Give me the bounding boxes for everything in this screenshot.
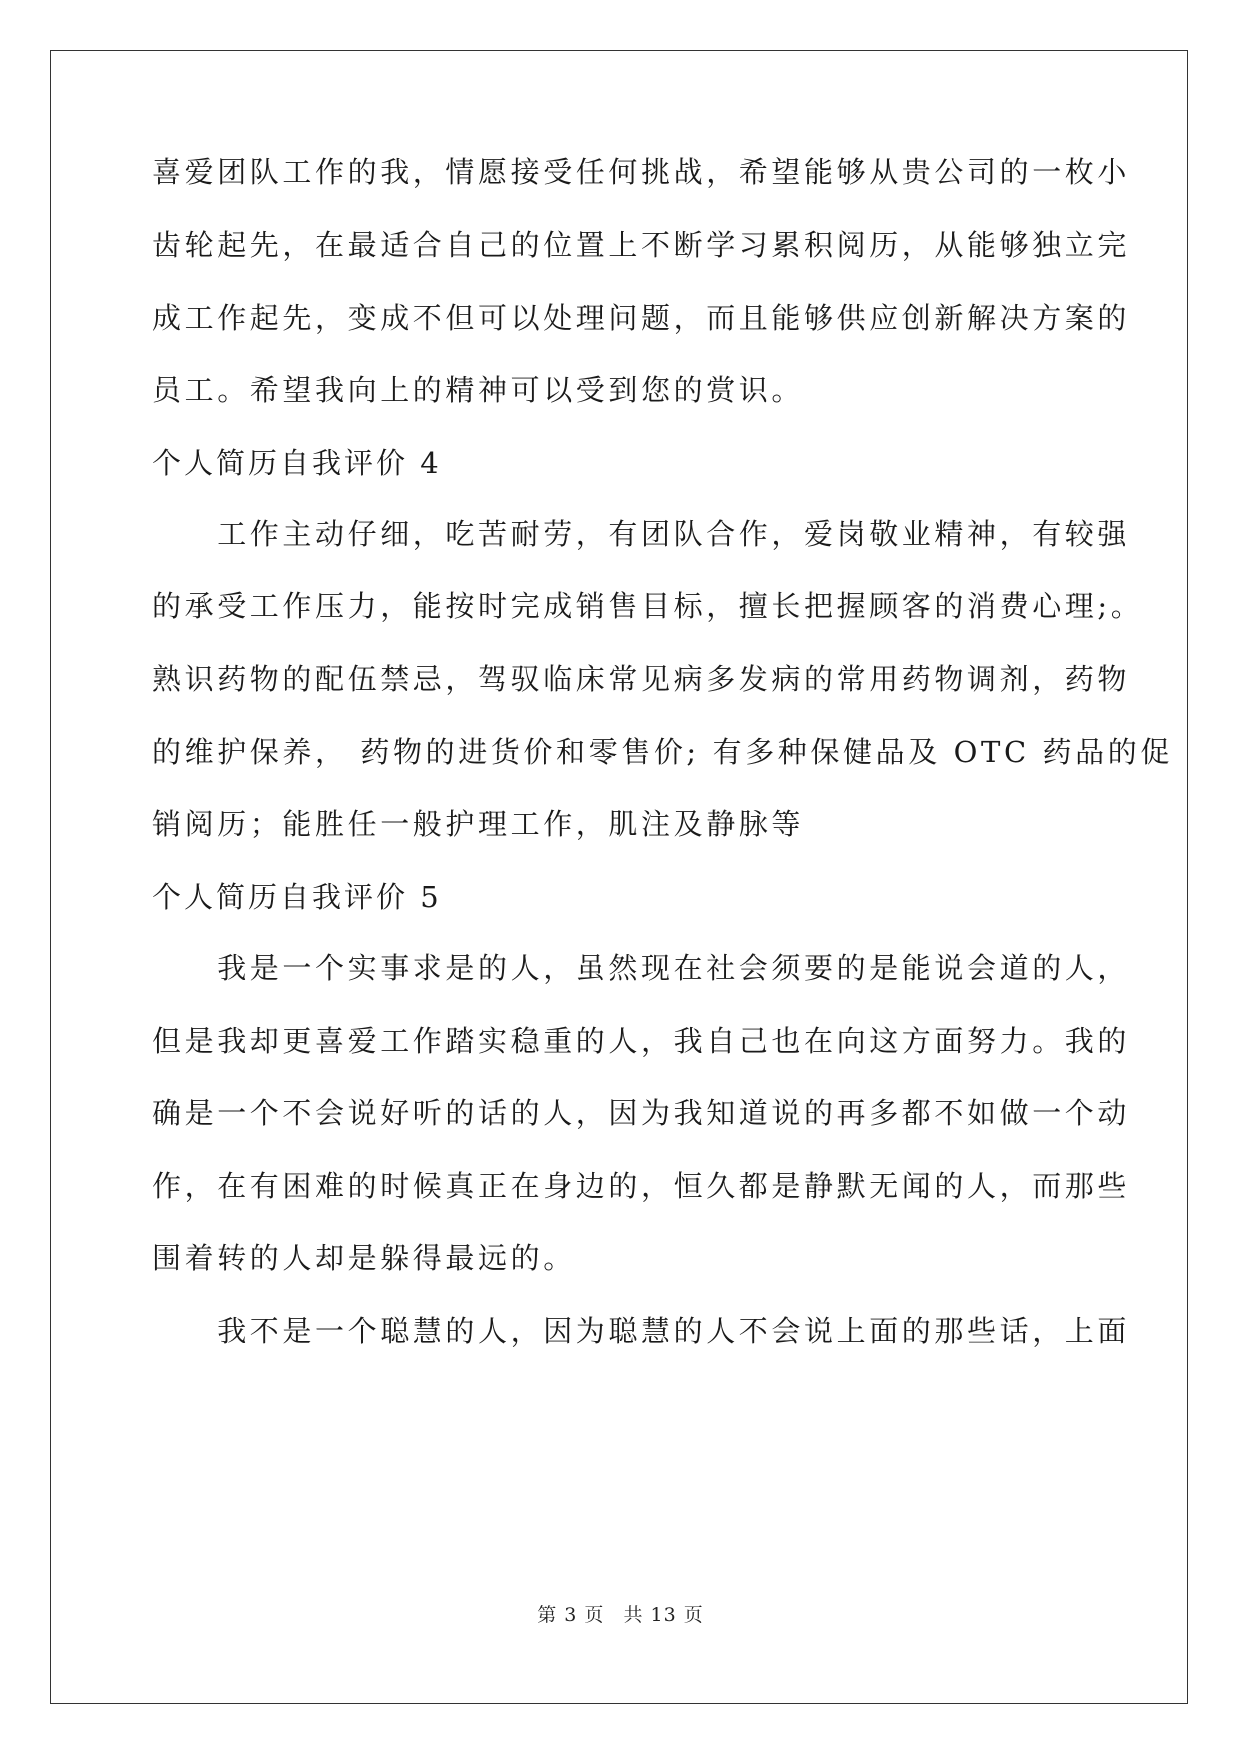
- paragraph-line: 但是我却更喜爱工作踏实稳重的人，我自己也在向这方面努力。我的: [152, 1024, 1131, 1058]
- paragraph-line: 的承受工作压力，能按时完成销售目标，擅长把握顾客的消费心理;。: [152, 589, 1144, 623]
- paragraph-line: 的维护保养， 药物的进货价和零售价; 有多种保健品及 OTC 药品的促: [152, 735, 1173, 769]
- paragraph-line: 熟识药物的配伍禁忌，驾驭临床常见病多发病的常用药物调剂，药物: [152, 662, 1131, 696]
- paragraph-line: 我不是一个聪慧的人，因为聪慧的人不会说上面的那些话，上面: [152, 1314, 1131, 1348]
- page-total: 共 13 页: [623, 1604, 704, 1626]
- paragraph-line: 作，在有困难的时候真正在身边的，恒久都是静默无闻的人，而那些: [152, 1169, 1131, 1203]
- paragraph-line: 成工作起先，变成不但可以处理问题，而且能够供应创新解决方案的: [152, 301, 1131, 335]
- paragraph-line: 喜爱团队工作的我，情愿接受任何挑战，希望能够从贵公司的一枚小: [152, 155, 1131, 189]
- paragraph-line: 我是一个实事求是的人，虽然现在社会须要的是能说会道的人，: [152, 951, 1131, 985]
- paragraph-line: 齿轮起先，在最适合自己的位置上不断学习累积阅历，从能够独立完: [152, 228, 1131, 262]
- paragraph-line: 员工。希望我向上的精神可以受到您的赏识。: [152, 373, 805, 407]
- paragraph-line: 工作主动仔细，吃苦耐劳，有团队合作，爱岗敬业精神，有较强: [152, 517, 1131, 551]
- page-number: 第 3 页: [537, 1604, 605, 1626]
- section-heading: 个人简历自我评价 4: [152, 446, 442, 480]
- paragraph-line: 围着转的人却是躲得最远的。: [152, 1241, 576, 1275]
- section-heading: 个人简历自我评价 5: [152, 880, 442, 914]
- paragraph-line: 销阅历；能胜任一般护理工作，肌注及静脉等: [152, 807, 805, 841]
- paragraph-line: 确是一个不会说好听的话的人，因为我知道说的再多都不如做一个动: [152, 1096, 1131, 1130]
- page-footer: [0, 1600, 1241, 1627]
